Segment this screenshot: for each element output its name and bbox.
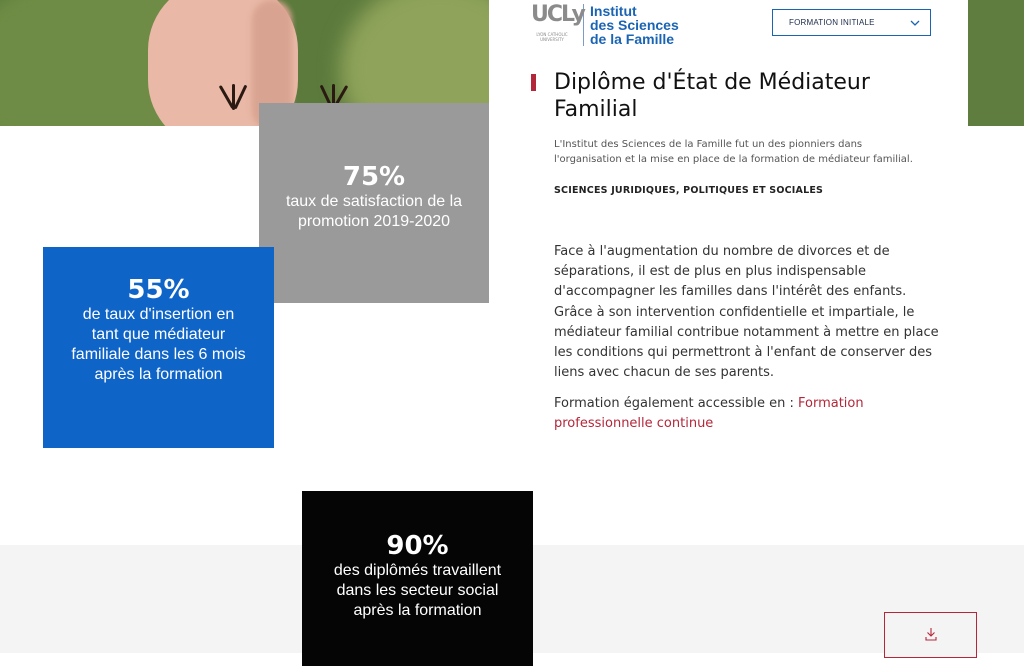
dropdown-selected-value: FORMATION INITIALE — [789, 18, 875, 27]
formation-type-dropdown[interactable] — [772, 9, 931, 36]
institute-logo[interactable] — [531, 4, 679, 46]
page-title: Diplôme d'État de Médiateur Familial — [554, 70, 870, 122]
stat-employment-value: 90% — [386, 531, 449, 561]
download-icon — [925, 627, 937, 641]
title-accent-bar — [531, 74, 536, 91]
intro-text: L'Institut des Sciences de la Famille fut un des pionniers dans l'organisation et la mise en place de la formation de médiateur familial. — [554, 139, 913, 165]
download-button[interactable] — [884, 612, 977, 658]
description-text: Face à l'augmentation du nombre de divorces et de séparations, il est de plus en plus indispensable d'accompagner les familles dans l'intérêt des enfants. Grâce à son intervention confidentielle et impartiale, le médiateur familial contribue notamment à mettre en place les conditions qui permettront à l'enfant de conserver des liens avec chacun de ses parents. — [554, 244, 939, 381]
stat-employment — [302, 491, 533, 666]
stat-satisfaction — [259, 103, 489, 303]
stat-insertion-value: 55% — [127, 275, 190, 305]
formation-continue-link[interactable]: Formation professionnelle continue — [554, 396, 864, 432]
category-label: SCIENCES JURIDIQUES, POLITIQUES ET SOCIALES — [554, 185, 824, 196]
institute-name: Institut des Sciences de la Famille — [590, 3, 679, 47]
drawn-eye-left — [225, 80, 245, 110]
access-prefix: Formation également accessible en : — [554, 396, 798, 411]
access-paragraph — [554, 394, 934, 434]
stat-insertion-text: de taux d'insertion en tant que médiateur familiale dans les 6 mois après la formation — [71, 306, 246, 383]
stat-insertion — [43, 247, 274, 448]
ucly-logo-text: UCLy — [531, 2, 584, 27]
stat-employment-text: des diplômés travaillent dans les secteur social après la formation — [333, 562, 502, 619]
stat-satisfaction-text: taux de satisfaction de la promotion 2019-2020 — [285, 193, 463, 230]
stat-satisfaction-value: 75% — [342, 162, 406, 192]
ucly-logo-subtitle: LYON CATHOLIC UNIVERSITY — [536, 32, 568, 42]
chevron-down-icon — [910, 20, 920, 26]
